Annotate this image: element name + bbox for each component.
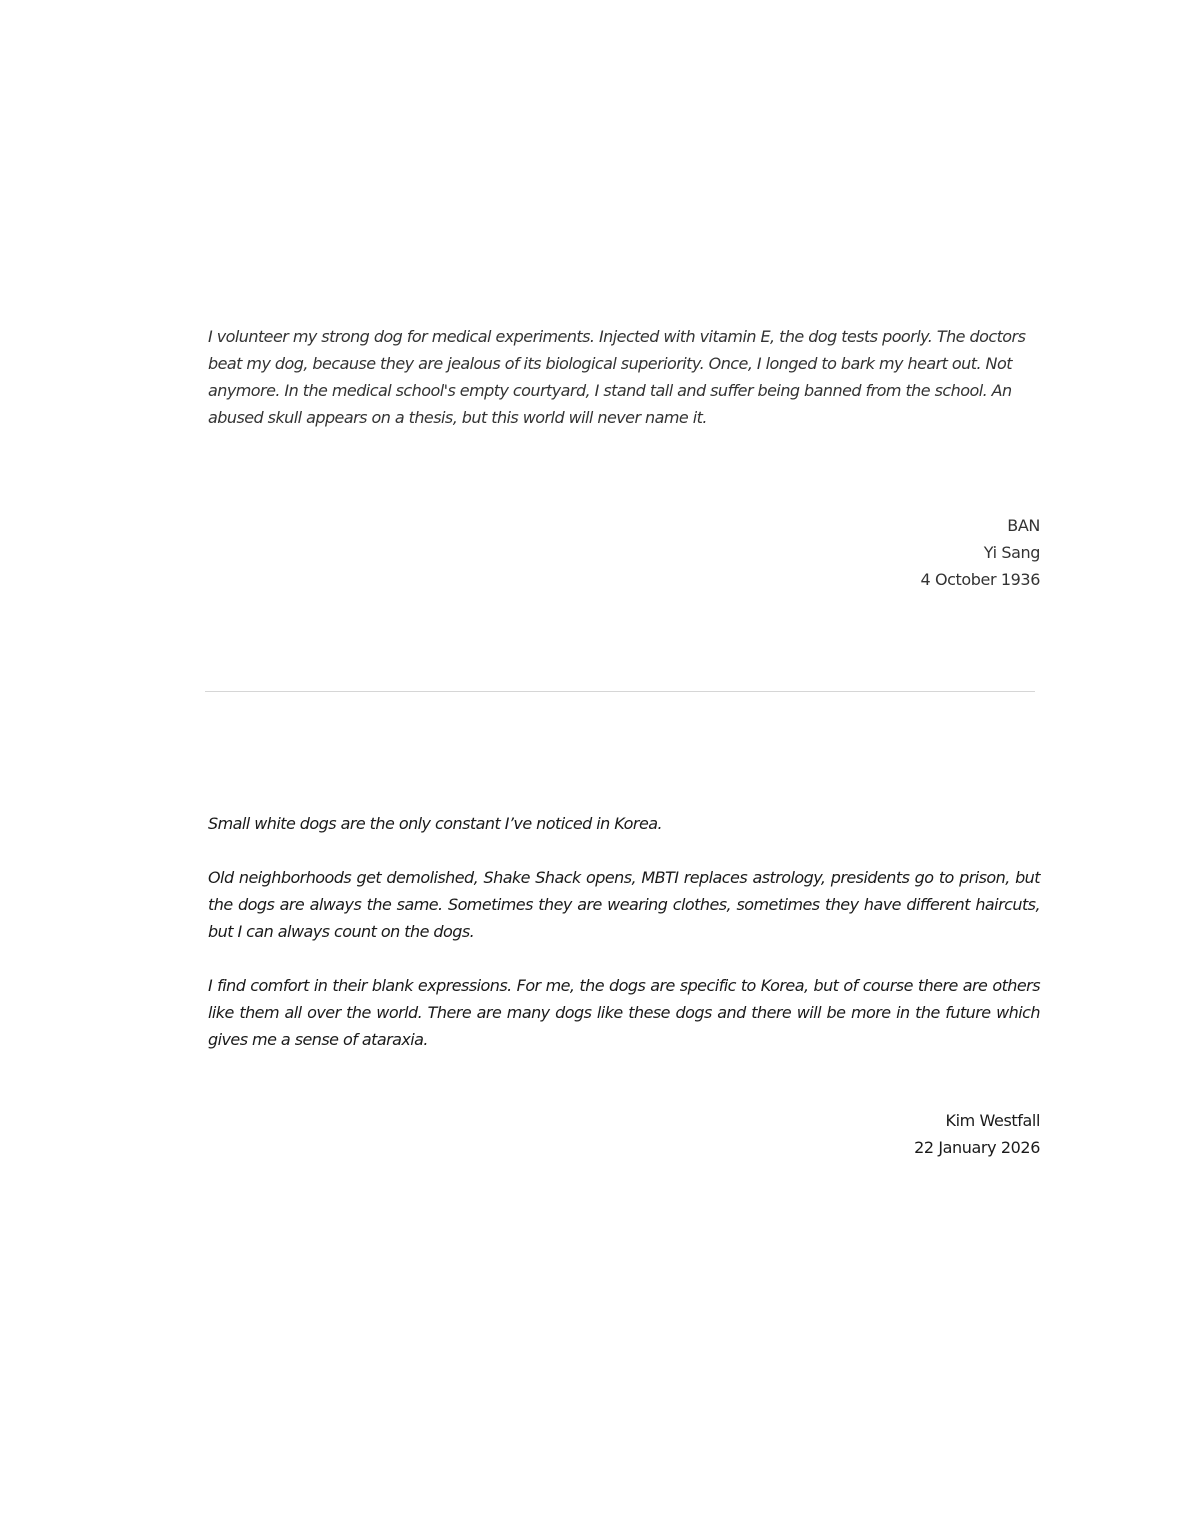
essay-signature [914,1107,1040,1161]
poem-title: BAN [1007,516,1040,535]
poem-author: Yi Sang [983,543,1040,562]
essay-paragraph-1: Small white dogs are the only constant I’ve noticed in Korea. [208,814,663,833]
essay-author: Kim Westfall [945,1111,1040,1130]
poem-signature [920,512,1040,593]
poem-date: 4 October 1936 [920,570,1040,589]
essay-date: 22 January 2026 [914,1138,1040,1157]
section-divider [205,691,1035,692]
essay-paragraph-3: I find comfort in their blank expressions. For me, the dogs are specific to Korea, but of course there are others like them all over the world. There are many dogs like these dogs and there will be more in the future which gives me a sense of ataraxia. [208,976,1040,1049]
poem-paragraph: I volunteer my strong dog for medical experiments. Injected with vitamin E, the dog tests poorly. The doctors beat my dog, because they are jealous of its biological superiority. Once, I longed to bark my heart out. Not anymore. In the medical school's empty courtyard, I stand tall and suffer being banned from the school. An abused skull appears on a thesis, but this world will never name it. [208,327,1026,427]
essay-paragraph-2: Old neighborhoods get demolished, Shake Shack opens, MBTI replaces astrology, presidents go to prison, but the dogs are always the same. Sometimes they are wearing clothes, sometimes they have different haircuts, but I can always count on the dogs. [208,868,1040,941]
